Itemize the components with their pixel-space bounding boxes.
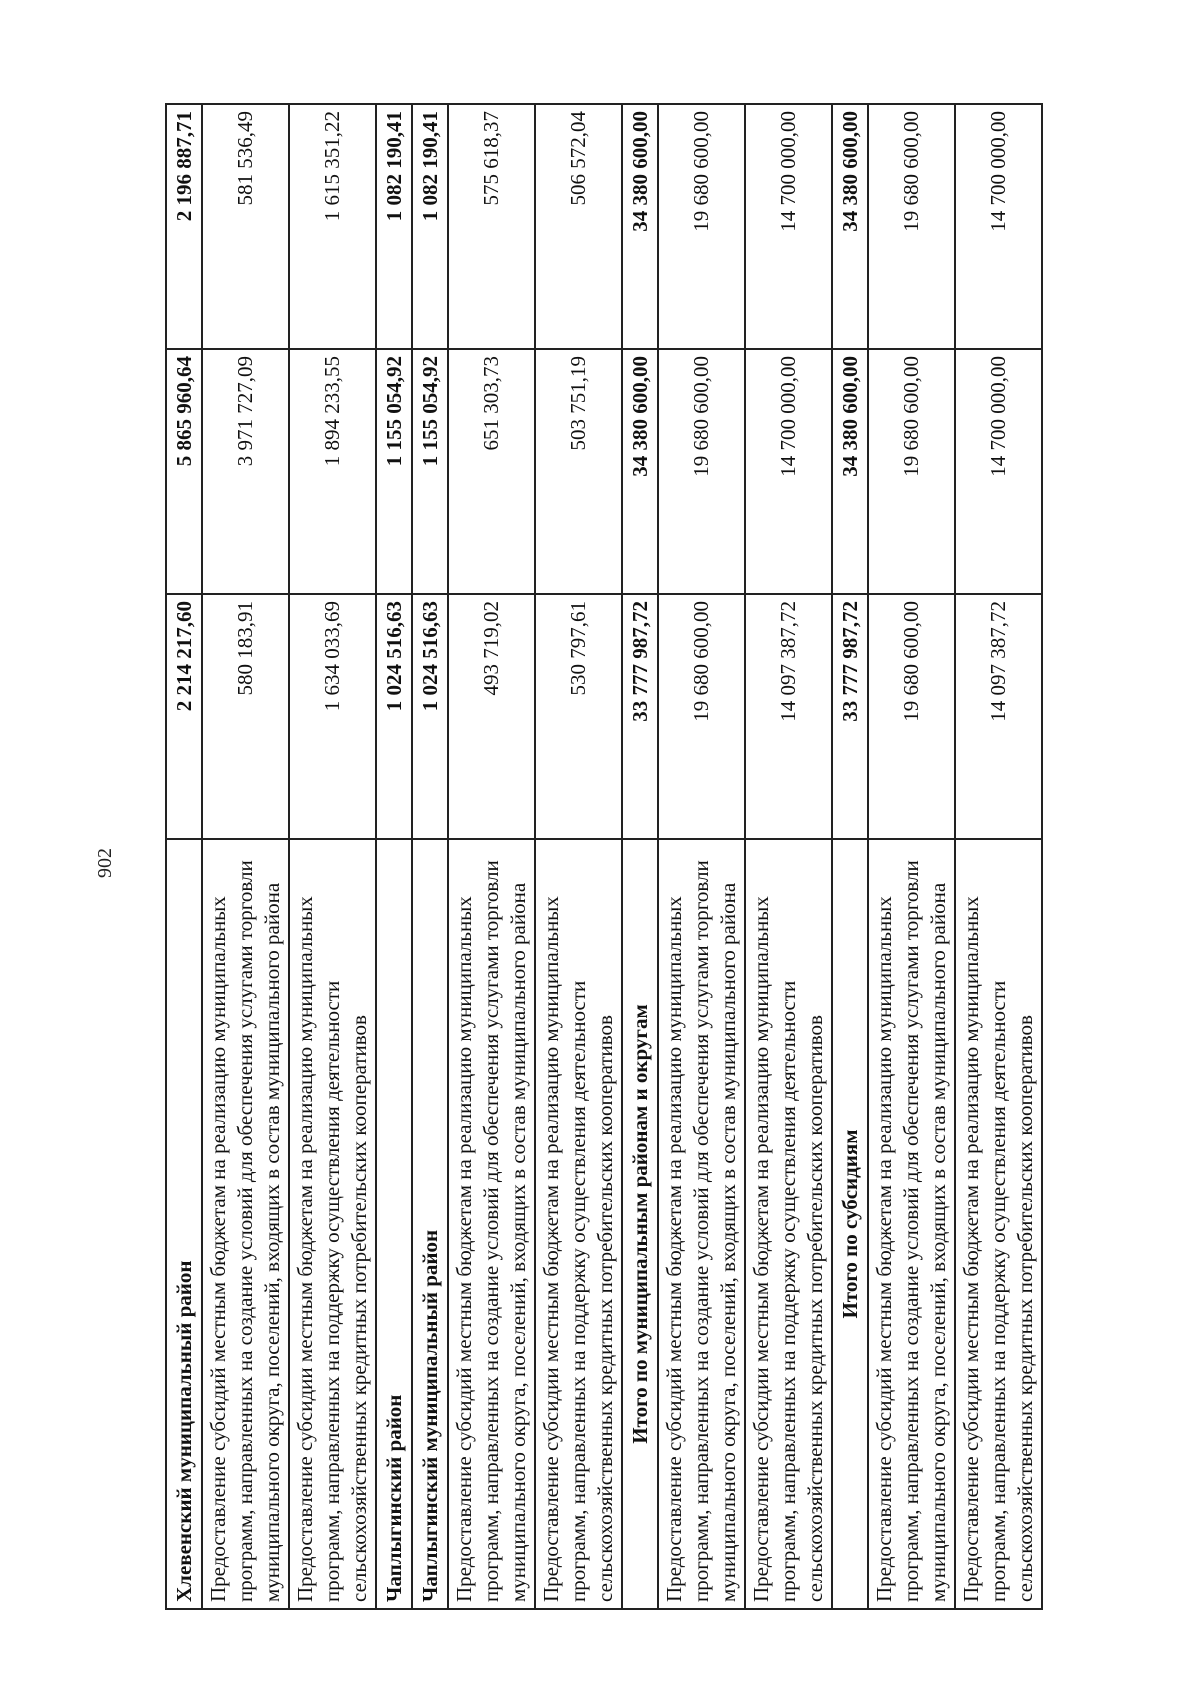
row-description: Предоставление субсидий местным бюджетам на реализацию муниципальных программ, направленных на создание условий для обеспечения услугами торговли муниципального округа, поселений, входящих в состав муниципального района [448,839,535,1609]
value-col-2: 5 865 960,64 [166,349,202,594]
row-description: Чаплыгинский муниципальный район [412,839,448,1609]
subsidy-table [165,103,1043,1610]
value-col-3: 19 680 600,00 [658,104,745,349]
value-col-1: 14 097 387,72 [745,594,832,839]
value-col-2: 34 380 600,00 [832,349,868,594]
table-row [658,104,745,1609]
value-col-3: 575 618,37 [448,104,535,349]
value-col-2: 14 700 000,00 [745,349,832,594]
value-col-2: 34 380 600,00 [622,349,658,594]
value-col-3: 14 700 000,00 [745,104,832,349]
table-row [955,104,1042,1609]
value-col-1: 33 777 987,72 [622,594,658,839]
value-col-3: 19 680 600,00 [868,104,955,349]
value-col-3: 34 380 600,00 [622,104,658,349]
value-col-2: 1 155 054,92 [412,349,448,594]
value-col-3: 34 380 600,00 [832,104,868,349]
value-col-2: 503 751,19 [535,349,622,594]
value-col-2: 651 303,73 [448,349,535,594]
value-col-1: 19 680 600,00 [658,594,745,839]
value-col-3: 14 700 000,00 [955,104,1042,349]
value-col-3: 506 572,04 [535,104,622,349]
value-col-2: 14 700 000,00 [955,349,1042,594]
value-col-2: 1 894 233,55 [289,349,376,594]
table-row [166,104,202,1609]
table-row [376,104,412,1609]
table-row [202,104,289,1609]
value-col-2: 3 971 727,09 [202,349,289,594]
value-col-1: 14 097 387,72 [955,594,1042,839]
table-row [832,104,868,1609]
rotated-table-container [165,105,1035,1610]
value-col-1: 1 024 516,63 [412,594,448,839]
row-description: Предоставление субсидий местным бюджетам на реализацию муниципальных программ, направленных на создание условий для обеспечения услугами торговли муниципального округа, поселений, входящих в состав муниципального района [202,839,289,1609]
table-row [412,104,448,1609]
value-col-1: 493 719,02 [448,594,535,839]
table-row [622,104,658,1609]
table-row [289,104,376,1609]
row-description: Предоставление субсидии местным бюджетам на реализацию муниципальных программ, направленных на поддержку осуществления деятельности сельскохозяйственных кредитных потребительских кооперативов [289,839,376,1609]
value-col-1: 19 680 600,00 [868,594,955,839]
value-col-3: 2 196 887,71 [166,104,202,349]
value-col-2: 19 680 600,00 [658,349,745,594]
value-col-3: 1 082 190,41 [412,104,448,349]
value-col-1: 2 214 217,60 [166,594,202,839]
row-description: Итого по муниципальным районам и округам [622,839,658,1609]
row-description: Предоставление субсидий местным бюджетам на реализацию муниципальных программ, направленных на создание условий для обеспечения услугами торговли муниципального округа, поселений, входящих в состав муниципального района [658,839,745,1609]
table-row [448,104,535,1609]
subsidy-table-body [166,104,1042,1609]
row-description: Итого по субсидиям [832,839,868,1609]
value-col-3: 581 536,49 [202,104,289,349]
row-description: Предоставление субсидии местным бюджетам на реализацию муниципальных программ, направленных на поддержку осуществления деятельности сельскохозяйственных кредитных потребительских кооперативов [955,839,1042,1609]
value-col-2: 1 155 054,92 [376,349,412,594]
row-description: Предоставление субсидий местным бюджетам на реализацию муниципальных программ, направленных на создание условий для обеспечения услугами торговли муниципального округа, поселений, входящих в состав муниципального района [868,839,955,1609]
value-col-1: 530 797,61 [535,594,622,839]
value-col-1: 33 777 987,72 [832,594,868,839]
row-description: Хлевенский муниципальный район [166,839,202,1609]
table-row [745,104,832,1609]
value-col-3: 1 615 351,22 [289,104,376,349]
page-number: 902 [94,848,116,878]
value-col-1: 1 634 033,69 [289,594,376,839]
value-col-3: 1 082 190,41 [376,104,412,349]
table-row [535,104,622,1609]
value-col-1: 580 183,91 [202,594,289,839]
table-row [868,104,955,1609]
value-col-1: 1 024 516,63 [376,594,412,839]
row-description: Предоставление субсидии местным бюджетам на реализацию муниципальных программ, направленных на поддержку осуществления деятельности сельскохозяйственных кредитных потребительских кооперативов [535,839,622,1609]
row-description: Предоставление субсидии местным бюджетам на реализацию муниципальных программ, направленных на поддержку осуществления деятельности сельскохозяйственных кредитных потребительских кооперативов [745,839,832,1609]
value-col-2: 19 680 600,00 [868,349,955,594]
row-description: Чаплыгинский район [376,839,412,1609]
